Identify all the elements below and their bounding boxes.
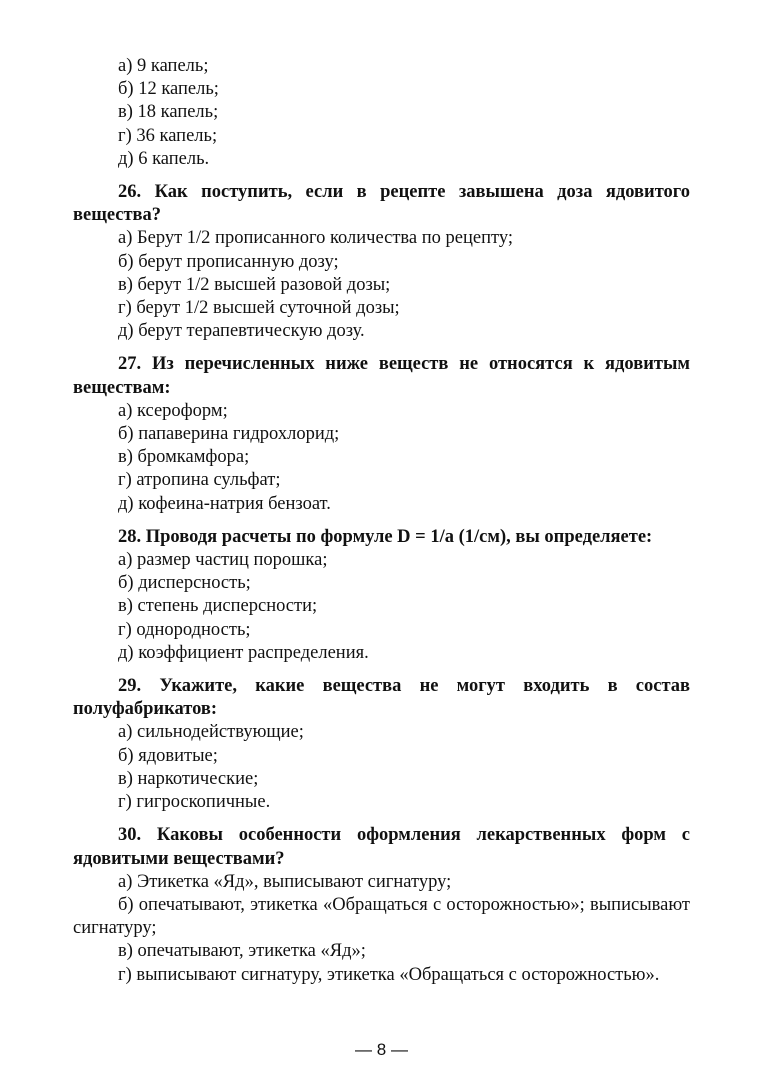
question-title: 27. Из перечисленных ниже веществ не относятся к ядовитым веществам: — [73, 354, 690, 398]
option-b: б) опечатывают, этикетка «Обращаться с осторожностью»; выписывают сигнатуру; — [73, 894, 690, 939]
option-e: д) берут терапевтическую дозу. — [118, 321, 365, 342]
option-e: д) 6 капель. — [118, 148, 210, 169]
page-number: — 8 — — [355, 1040, 408, 1059]
question-title: 30. Каковы особенности оформления лекарственных форм с ядовитыми веществами? — [73, 825, 690, 869]
question-26 — [73, 181, 690, 343]
option-b: б) дисперсность; — [118, 573, 251, 594]
option-b: б) папаверина гидрохлорид; — [118, 424, 340, 445]
question-27 — [73, 353, 690, 515]
option-d: г) выписывают сигнатуру, этикетка «Обращаться с осторожностью». — [118, 964, 660, 985]
option-d: г) гигроскопичные. — [118, 792, 271, 813]
option-d: г) однородность; — [118, 619, 251, 640]
option-e: д) коэффициент распределения. — [118, 642, 369, 663]
options-list-q25 — [73, 55, 690, 171]
option-d: г) 36 капель; — [118, 125, 218, 146]
question-30 — [73, 824, 690, 986]
option-b: б) берут прописанную дозу; — [118, 251, 339, 272]
document-page — [73, 55, 690, 987]
option-a: а) ксероформ; — [118, 400, 228, 421]
option-a: а) сильнодействующие; — [118, 722, 304, 743]
question-29 — [73, 675, 690, 814]
option-e: д) кофеина-натрия бензоат. — [118, 493, 331, 514]
option-c: в) берут 1/2 высшей разовой дозы; — [118, 274, 391, 295]
option-c: в) бромкамфора; — [118, 447, 250, 468]
option-a: а) размер частиц порошка; — [118, 550, 328, 571]
option-d: г) берут 1/2 высшей суточной дозы; — [118, 298, 400, 319]
option-b: б) 12 капель; — [118, 79, 219, 100]
question-28 — [73, 526, 690, 665]
question-title: 26. Как поступить, если в рецепте завышена доза ядовитого вещества? — [73, 182, 690, 226]
option-c: в) степень дисперсности; — [118, 596, 318, 617]
question-title: 29. Укажите, какие вещества не могут входить в состав полуфабрикатов: — [73, 676, 690, 720]
option-a: а) Этикетка «Яд», выписывают сигнатуру; — [118, 871, 452, 892]
option-c: в) 18 капель; — [118, 102, 219, 123]
question-title: 28. Проводя расчеты по формуле D = 1/a (1/см), вы определяете: — [118, 526, 653, 547]
option-a: а) Берут 1/2 прописанного количества по рецепту; — [118, 228, 513, 249]
option-b: б) ядовитые; — [118, 745, 218, 766]
option-a: а) 9 капель; — [118, 56, 209, 76]
option-d: г) атропина сульфат; — [118, 470, 281, 491]
option-c: в) опечатывают, этикетка «Яд»; — [118, 941, 366, 962]
option-c: в) наркотические; — [118, 768, 259, 789]
